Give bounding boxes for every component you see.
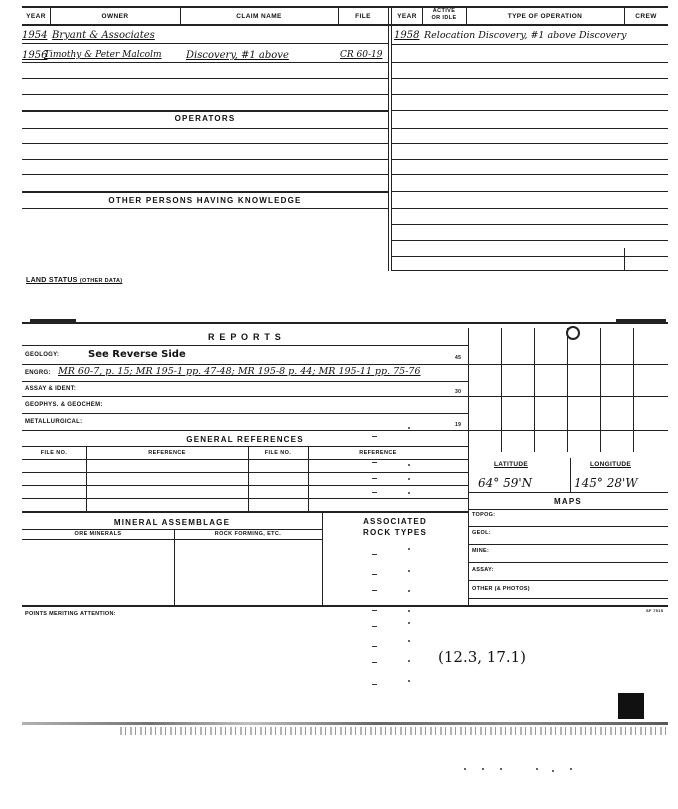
grid-line [534,328,535,452]
dot-mark [408,640,410,642]
mineral-bottom-border [22,605,668,607]
row-line [468,544,668,545]
dash-mark [372,626,377,627]
dash-mark [372,646,377,647]
row-line [392,62,668,63]
row-line [468,526,668,527]
rock-types-label: ROCK TYPES [362,528,427,537]
maps-geol: GEOL: [472,530,491,536]
operation-type-1: Relocation Discovery, #1 above Discovery [424,30,627,41]
assay-label: ASSAY & IDENT: [25,386,77,392]
row-line [22,174,388,175]
geology-value: See Reverse Side [88,349,186,360]
row-line [22,364,468,365]
header-sep [466,8,467,24]
row-line [392,270,668,271]
header-claim-name: CLAIM NAME [236,13,282,20]
maps-other: OTHER (& PHOTOS) [472,586,530,592]
header-sep [338,8,339,24]
dash-mark [372,478,377,479]
header-or-idle: OR IDLE [431,15,457,21]
form-number: SF 7515 [646,608,664,613]
row-line [468,598,668,599]
reports-title-line [22,345,468,346]
header-sep [180,8,181,24]
maps-title: MAPS [554,497,582,506]
row-line [22,472,468,473]
engrg-value: MR 60-7, p. 15; MR 195-1 pp. 47-48; MR 195-8 p. 44; MR 195-11 pp. 75-76 [58,366,421,377]
dot-mark [408,548,410,550]
dot-mark [408,680,410,682]
row-line [392,191,668,192]
longitude-value: 145° 28'W [574,476,638,490]
row-line [468,562,668,563]
land-status-label [26,277,122,284]
header-year: YEAR [26,13,46,20]
maps-topog: TOPOG: [472,512,496,518]
dash-mark [372,436,377,437]
dash-mark [372,554,377,555]
geophys-label: GEOPHYS. & GEOCHEM: [25,402,103,408]
dash-mark [372,492,377,493]
longitude-label: LONGITUDE [590,461,631,468]
gen-ref-reference-1: REFERENCE [148,450,186,456]
land-status-note: (OTHER DATA) [79,278,123,284]
row-line [22,62,388,63]
header-active: ACTIVE [432,8,456,14]
row-line [392,224,668,225]
header-type-of-operation: TYPE OF OPERATION [507,13,583,20]
row-line [22,208,388,209]
dash-mark [372,684,377,685]
gen-ref-file-no-1: FILE NO. [40,450,68,456]
dash-mark [372,574,377,575]
land-status-title: LAND STATUS [26,277,78,284]
latitude-value: 64° 59'N [478,476,533,490]
scan-mark [616,319,666,323]
row-line [392,94,668,95]
row-line [392,78,668,79]
dot-mark [500,768,502,770]
ore-minerals-header: ORE MINERALS [74,531,122,537]
gen-ref-file-no-2: FILE NO. [264,450,292,456]
header-sep [50,8,51,24]
dot-mark [552,770,554,772]
col-line [248,446,249,512]
report-number: 30 [455,389,462,395]
row-line [22,78,388,79]
geology-label: GEOLOGY: [25,352,60,358]
gen-ref-reference-2: REFERENCE [359,450,397,456]
col-line [322,512,323,606]
dot-mark [408,464,410,466]
report-number: 45 [455,355,462,361]
row-line [392,208,668,209]
header-border [22,24,668,26]
dot-mark [408,492,410,494]
crew-sep [624,248,625,270]
row-line [22,485,468,486]
dash-mark [372,662,377,663]
grid-line [633,328,634,452]
row-line [392,44,668,45]
maps-assay: ASSAY: [472,567,494,573]
ownership-year-2: 1956 [22,50,48,61]
header-crew: CREW [635,13,657,20]
scan-edge-noise [22,722,668,725]
row-line [392,174,668,175]
row-line [22,191,388,193]
header-sep [422,8,423,24]
report-number: 19 [455,422,462,428]
grid-line [468,364,668,365]
header-owner: OWNER [101,13,129,20]
dot-mark [482,768,484,770]
header-sep [624,8,625,24]
row-line [22,381,468,382]
associated-label: ASSOCIATED [363,517,427,526]
center-divider [388,6,389,271]
dot-mark [408,622,410,624]
mineral-assemblage-title: MINERAL ASSEMBLAGE [113,518,231,527]
scan-edge-noise [120,727,668,735]
dot-mark [408,570,410,572]
dot-mark [408,610,410,612]
grid-circle-mark [566,326,580,340]
row-line [22,128,388,129]
ownership-year-1: 1954 [22,30,48,41]
row-line [22,396,468,397]
dot-mark [464,768,466,770]
row-line [22,529,322,530]
grid-line [468,430,668,431]
dash-mark [372,462,377,463]
latitude-label: LATITUDE [494,461,529,468]
scan-block-mark [618,693,644,719]
right-divider [468,328,469,606]
grid-line [468,396,668,397]
rock-forming-header: ROCK FORMING, ETC. [214,531,282,537]
row-line [22,110,388,112]
col-line [308,446,309,512]
dot-mark [408,478,410,480]
grid-line [567,328,568,452]
dot-mark [408,590,410,592]
grid-line [600,328,601,452]
reports-top-border [22,322,668,324]
dot-mark [408,660,410,662]
row-line [468,492,668,493]
row-line [22,446,468,447]
row-line [22,511,468,513]
dot-mark [570,768,572,770]
ownership-owner-2: Timothy & Peter Malcolm [44,50,162,60]
ownership-file-2: CR 60-19 [340,50,383,60]
center-divider [391,6,392,271]
operation-year-1: 1958 [394,30,420,41]
points-meriting-attention-label: POINTS MERITING ATTENTION: [25,611,116,617]
scan-mark [30,319,76,324]
row-line [392,256,668,257]
row-line [22,459,468,460]
row-line [22,413,468,414]
maps-mine: MINE: [472,548,490,554]
row-line [22,159,388,160]
row-line [392,159,668,160]
dash-mark [372,610,377,611]
ownership-owner-1: Bryant & Associates [52,30,155,41]
operators-label: OPERATORS [174,114,236,123]
reports-title: R E P O R T S [208,332,282,342]
general-references-title: GENERAL REFERENCES [186,435,304,444]
latlong-sep [570,458,571,492]
dot-mark [536,768,538,770]
row-line [22,143,388,144]
row-line [392,240,668,241]
header-file: FILE [355,13,371,20]
col-line [86,446,87,512]
dot-mark [408,427,410,429]
header-year-2: YEAR [397,13,417,20]
row-line [22,94,388,95]
row-line [392,110,668,111]
top-border [22,6,668,8]
row-line [22,539,322,540]
row-line [22,498,468,499]
row-line [392,143,668,144]
metallurgical-label: METALLURGICAL: [25,419,83,425]
row-line [392,128,668,129]
row-line [22,43,388,44]
grid-line [501,328,502,452]
dash-mark [372,590,377,591]
engrg-label: ENGRG: [25,370,51,376]
other-persons-label: OTHER PERSONS HAVING KNOWLEDGE [108,196,302,205]
ownership-claim-2: Discovery, #1 above [186,50,289,61]
row-line [468,580,668,581]
coordinate-annotation: (12.3, 17.1) [438,648,527,666]
row-line [22,430,468,431]
col-line [174,529,175,606]
row-line [468,509,668,510]
